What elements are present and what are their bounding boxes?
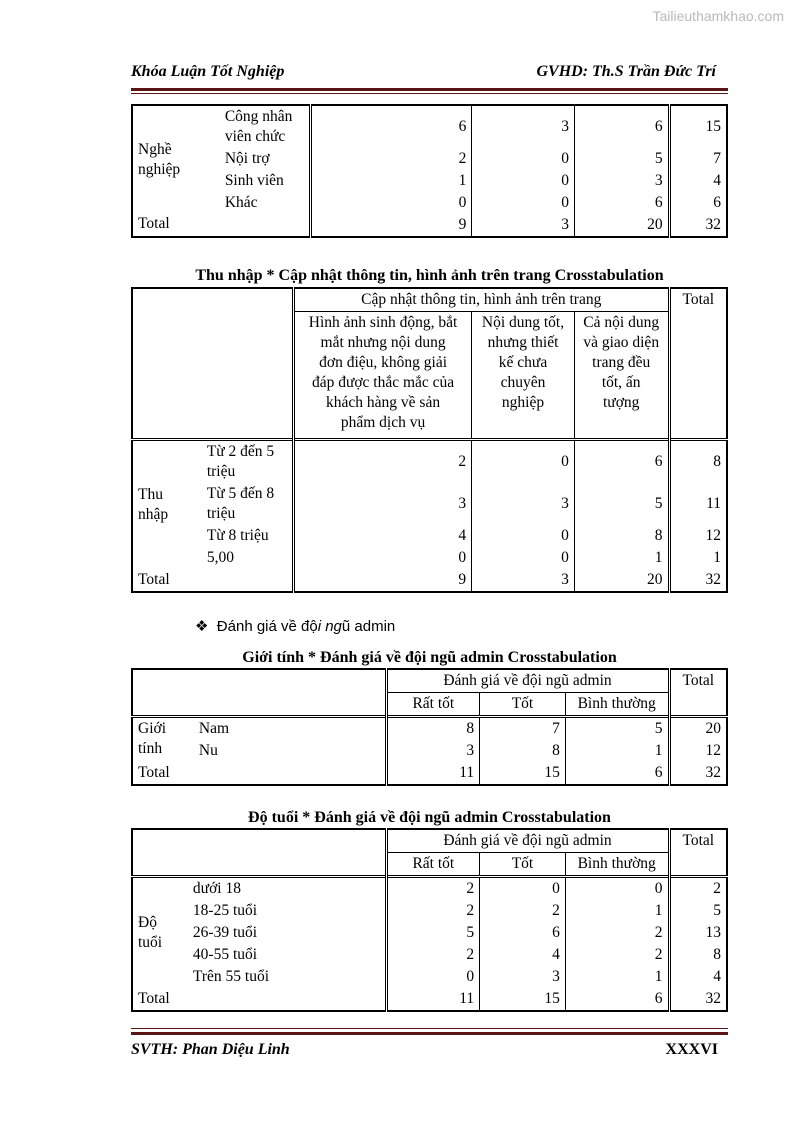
page-number: XXXVI: [665, 1041, 718, 1058]
cell-total: 6: [669, 192, 727, 214]
cell-total: 4: [669, 966, 727, 988]
cell: 15: [480, 988, 566, 1011]
cell: 11: [386, 762, 480, 785]
header-left: Khóa Luận Tốt Nghiệp: [131, 63, 285, 80]
cell: 4: [458, 527, 467, 544]
column-header: Bình thường: [565, 853, 669, 877]
cell: 8: [480, 740, 566, 762]
cell: 20: [574, 214, 669, 237]
total-header: Total: [669, 669, 727, 717]
cell-total: 32: [669, 569, 727, 592]
column-header: Cả nội dung và giao diện trang đều tốt, ấn tượng: [574, 312, 669, 440]
row-label: 40-55 tuổi: [188, 944, 386, 966]
row-variable-label: Giới tính: [132, 717, 194, 763]
cell: 5: [565, 717, 669, 741]
cell: 3: [472, 105, 575, 148]
cell-total: 15: [669, 105, 727, 148]
column-header: Hình ảnh sinh động, bắt mắt nhưng nội dung đơn điệu, không giải đáp được thắc mắc của khách hàng về sản phẩm dịch vụ: [293, 312, 471, 440]
cell: 3: [458, 495, 467, 512]
cell: 0: [472, 192, 575, 214]
cell: 5: [574, 148, 669, 170]
cell: 4: [480, 944, 566, 966]
cell: 6: [574, 192, 669, 214]
footer-left: SVTH: Phan Diệu Linh: [131, 1041, 290, 1058]
cell: 0: [311, 192, 472, 214]
cell-total: 4: [669, 170, 727, 192]
table-income: [131, 287, 728, 593]
column-header: Bình thường: [565, 693, 669, 717]
cell: 6: [565, 988, 669, 1011]
cell: 1: [574, 547, 669, 569]
cell-total: 12: [669, 525, 727, 547]
cell: 6: [574, 105, 669, 148]
row-label: dưới 18: [188, 877, 386, 901]
row-label: Từ 2 đến 5 triệu: [202, 440, 294, 484]
total-header: Total: [669, 829, 727, 877]
cell: 7: [480, 717, 566, 741]
column-header: Rất tốt: [386, 853, 480, 877]
cell: 5: [574, 483, 669, 525]
cell: 3: [472, 569, 575, 592]
cell-total: 2: [669, 877, 727, 901]
cell: 2: [565, 944, 669, 966]
cell: 9: [311, 214, 472, 237]
cell: 2: [386, 877, 480, 901]
cell-total: 5: [669, 900, 727, 922]
column-header: Tốt: [480, 853, 566, 877]
cell: 1: [565, 740, 669, 762]
row-label: Nu: [194, 740, 386, 762]
cell: 2: [466, 946, 475, 963]
cell-total: 8: [669, 944, 727, 966]
row-label: Sinh viên: [220, 170, 311, 192]
column-header: Tốt: [480, 693, 566, 717]
header-rule: [131, 88, 728, 91]
cell: 8: [386, 717, 480, 741]
table-title: Độ tuổi * Đánh giá về đội ngũ admin Crosstabulation: [248, 809, 611, 826]
row-label: 5,00: [202, 547, 294, 569]
row-variable-label: Độ tuổi: [132, 877, 188, 989]
diamond-bullet-icon: ❖: [195, 618, 209, 635]
column-variable-label: Đánh giá về đội ngũ admin: [386, 829, 669, 853]
cell-total: 11: [669, 483, 727, 525]
cell-total: 1: [669, 547, 727, 569]
row-variable-label: Nghề nghiệp: [132, 105, 220, 214]
total-label: Total: [132, 214, 220, 237]
cell: 9: [293, 569, 471, 592]
cell-total: 13: [669, 922, 727, 944]
total-label: Total: [132, 569, 202, 592]
cell-total: 7: [669, 148, 727, 170]
cell: 0: [472, 170, 575, 192]
cell: 1: [311, 170, 472, 192]
row-variable-label: Thu nhập: [132, 440, 202, 570]
section-bullet: ❖ Đánh giá về đội ngũ admin: [195, 618, 396, 635]
cell: 2: [480, 900, 566, 922]
cell: 3: [480, 966, 566, 988]
total-label: Total: [132, 762, 194, 785]
cell: 5: [466, 924, 475, 941]
column-variable-label: Đánh giá về đội ngũ admin: [386, 669, 669, 693]
row-label: Nội trợ: [220, 148, 311, 170]
row-label: Trên 55 tuổi: [188, 966, 386, 988]
cell: 2: [293, 440, 471, 484]
cell: 1: [565, 900, 669, 922]
cell: 8: [574, 525, 669, 547]
cell: 0: [458, 549, 467, 566]
cell: 15: [480, 762, 566, 785]
cell: 20: [574, 569, 669, 592]
cell: 6: [565, 762, 669, 785]
cell: 11: [386, 988, 480, 1011]
cell: 0: [466, 968, 475, 985]
cell: 3: [472, 214, 575, 237]
header-rule-thin: [131, 93, 728, 94]
row-label: Công nhân viên chức: [220, 105, 311, 148]
row-label: Từ 5 đến 8 triệu: [202, 483, 294, 525]
cell: 6: [311, 105, 472, 148]
row-label: Từ 8 triệu: [202, 525, 294, 547]
row-label: Nam: [194, 717, 386, 741]
watermark: Tailieuthamkhao.com: [652, 8, 784, 24]
column-header: Nội dung tốt, nhưng thiết kế chưa chuyên nghiệp: [472, 312, 575, 440]
cell: 3: [574, 170, 669, 192]
cell-total: 32: [669, 214, 727, 237]
cell: 1: [565, 966, 669, 988]
cell: 6: [480, 922, 566, 944]
table-age: [131, 828, 728, 1012]
row-label: 18-25 tuổi: [188, 900, 386, 922]
cell: 0: [472, 525, 575, 547]
cell: 2: [311, 148, 472, 170]
header-right: GVHD: Th.S Trần Đức Trí: [536, 63, 716, 80]
total-header: Total: [669, 288, 727, 440]
cell: 0: [472, 148, 575, 170]
cell: 0: [472, 440, 575, 484]
cell: 6: [574, 440, 669, 484]
footer-rule-thin: [131, 1028, 728, 1029]
cell: 0: [565, 877, 669, 901]
table-gender: [131, 668, 728, 786]
column-variable-label: Cập nhật thông tin, hình ảnh trên trang: [293, 288, 669, 312]
cell: 0: [480, 877, 566, 901]
cell: 0: [472, 547, 575, 569]
cell: 3: [466, 742, 475, 759]
cell-total: 12: [669, 740, 727, 762]
table-title: Giới tính * Đánh giá về đội ngũ admin Crosstabulation: [242, 649, 617, 666]
footer-rule: [131, 1032, 728, 1035]
cell-total: 20: [669, 717, 727, 741]
column-header: Rất tốt: [386, 693, 480, 717]
cell-total: 32: [669, 988, 727, 1011]
row-label: 26-39 tuổi: [188, 922, 386, 944]
cell-total: 32: [669, 762, 727, 785]
cell: 3: [472, 483, 575, 525]
total-label: Total: [132, 988, 188, 1011]
cell: 2: [466, 902, 475, 919]
cell-total: 8: [669, 440, 727, 484]
cell: 2: [565, 922, 669, 944]
row-label: Khác: [220, 192, 311, 214]
table-occupation: [131, 104, 728, 238]
table-title: Thu nhập * Cập nhật thông tin, hình ảnh trên trang Crosstabulation: [195, 267, 664, 284]
